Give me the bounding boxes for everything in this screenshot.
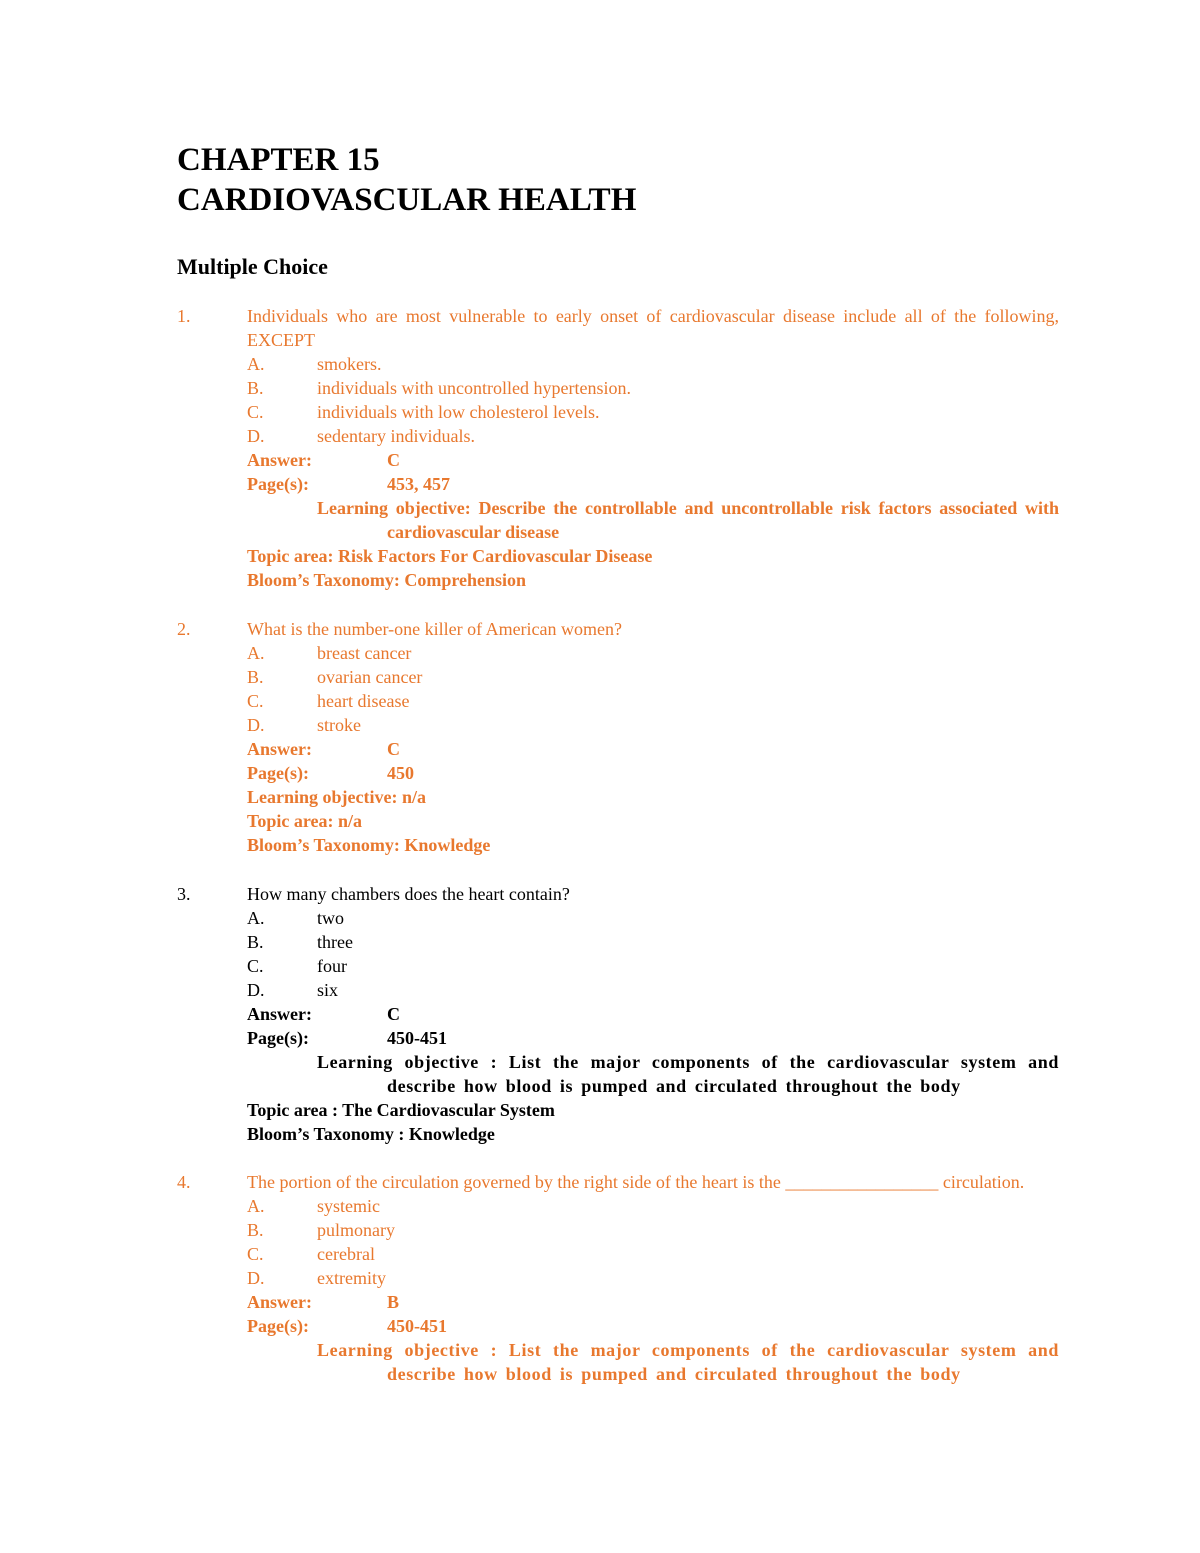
option-d: [177, 424, 1059, 448]
option-letter: A.: [247, 354, 265, 374]
question-2: [177, 617, 1059, 857]
question-3: [177, 882, 1059, 1146]
option-text: three: [317, 932, 353, 952]
question-stem-row: [177, 1170, 1059, 1194]
blooms-taxonomy: Bloom’s Taxonomy : Knowledge: [247, 1124, 495, 1144]
option-letter: A.: [247, 908, 265, 928]
option-c: [177, 1242, 1059, 1266]
answer-label: Answer:: [247, 1004, 312, 1024]
topic-area-line: [177, 544, 1059, 568]
option-text: extremity: [317, 1268, 386, 1288]
option-d: [177, 713, 1059, 737]
option-letter: C.: [247, 691, 264, 711]
topic-area-line: [177, 1098, 1059, 1122]
question-number: 1.: [177, 306, 191, 326]
answer-line: [177, 1002, 1059, 1026]
answer-line: [177, 448, 1059, 472]
question-4: [177, 1170, 1059, 1386]
question-number: 2.: [177, 619, 191, 639]
option-letter: C.: [247, 402, 264, 422]
question-1: [177, 304, 1059, 592]
topic-area: Topic area : The Cardiovascular System: [247, 1100, 555, 1120]
blooms-line: [177, 1122, 1059, 1146]
learning-objective-line: [177, 785, 1059, 809]
option-text: smokers.: [317, 354, 382, 374]
option-letter: B.: [247, 378, 264, 398]
pages-label: Page(s):: [247, 763, 309, 783]
chapter-number: CHAPTER 15: [177, 142, 380, 178]
topic-area: Topic area: n/a: [247, 811, 363, 831]
pages-value: 450-451: [387, 1028, 447, 1048]
question-number: 4.: [177, 1172, 191, 1192]
question-stem: What is the number-one killer of American women?: [247, 619, 623, 639]
question-stem: Individuals who are most vulnerable to early onset of cardiovascular disease include all of the following, EXCEPT: [247, 306, 1059, 350]
question-number: 3.: [177, 884, 191, 904]
option-c: [177, 954, 1059, 978]
option-letter: D.: [247, 980, 265, 1000]
chapter-title: [177, 140, 1077, 220]
pages-label: Page(s):: [247, 474, 309, 494]
blooms-line: [177, 833, 1059, 857]
option-text: ovarian cancer: [317, 667, 423, 687]
learning-objective-line: [177, 1338, 1059, 1386]
option-text: individuals with uncontrolled hypertension.: [317, 378, 631, 398]
option-letter: C.: [247, 1244, 264, 1264]
answer-value: B: [387, 1292, 400, 1312]
pages-label: Page(s):: [247, 1028, 309, 1048]
pages-label: Page(s):: [247, 1316, 309, 1336]
pages-line: [177, 1314, 1059, 1338]
learning-objective-line: [177, 496, 1059, 544]
option-d: [177, 978, 1059, 1002]
option-letter: C.: [247, 956, 264, 976]
pages-line: [177, 1026, 1059, 1050]
question-stem-row: [177, 304, 1059, 352]
option-text: heart disease: [317, 691, 410, 711]
chapter-name: CARDIOVASCULAR HEALTH: [177, 182, 637, 218]
option-c: [177, 689, 1059, 713]
question-stem-row: [177, 882, 1059, 906]
option-a: [177, 641, 1059, 665]
blooms-taxonomy: Bloom’s Taxonomy: Comprehension: [247, 570, 527, 590]
topic-area: Topic area: Risk Factors For Cardiovascular Disease: [247, 546, 653, 566]
question-stem-row: [177, 617, 1059, 641]
option-letter: D.: [247, 426, 265, 446]
answer-line: [177, 1290, 1059, 1314]
option-text: breast cancer: [317, 643, 412, 663]
option-text: sedentary individuals.: [317, 426, 475, 446]
pages-line: [177, 472, 1059, 496]
learning-objective: Learning objective : List the major components of the cardiovascular system and describe how blood is pumped and circulated throughout the body: [317, 1340, 1059, 1384]
option-text: systemic: [317, 1196, 380, 1216]
option-b: [177, 376, 1059, 400]
option-c: [177, 400, 1059, 424]
answer-label: Answer:: [247, 739, 312, 759]
answer-value: C: [387, 450, 400, 470]
option-text: four: [317, 956, 347, 976]
learning-objective: Learning objective: n/a: [247, 787, 426, 807]
answer-label: Answer:: [247, 1292, 312, 1312]
option-text: six: [317, 980, 339, 1000]
option-letter: A.: [247, 643, 265, 663]
pages-line: [177, 761, 1059, 785]
option-text: pulmonary: [317, 1220, 395, 1240]
option-b: [177, 665, 1059, 689]
option-d: [177, 1266, 1059, 1290]
option-text: two: [317, 908, 344, 928]
option-letter: B.: [247, 1220, 264, 1240]
pages-value: 450-451: [387, 1316, 447, 1336]
learning-objective: Learning objective: Describe the controllable and uncontrollable risk factors associated with cardiovascular disease: [317, 498, 1059, 542]
blooms-taxonomy: Bloom’s Taxonomy: Knowledge: [247, 835, 491, 855]
answer-value: C: [387, 739, 400, 759]
question-stem: How many chambers does the heart contain?: [247, 884, 570, 904]
option-letter: D.: [247, 1268, 265, 1288]
answer-line: [177, 737, 1059, 761]
option-a: [177, 906, 1059, 930]
option-b: [177, 930, 1059, 954]
option-a: [177, 1194, 1059, 1218]
option-text: cerebral: [317, 1244, 375, 1264]
blooms-line: [177, 568, 1059, 592]
option-text: stroke: [317, 715, 361, 735]
option-letter: B.: [247, 932, 264, 952]
learning-objective-line: [177, 1050, 1059, 1098]
option-a: [177, 352, 1059, 376]
pages-value: 453, 457: [387, 474, 450, 494]
option-letter: B.: [247, 667, 264, 687]
option-letter: A.: [247, 1196, 265, 1216]
option-b: [177, 1218, 1059, 1242]
option-text: individuals with low cholesterol levels.: [317, 402, 600, 422]
topic-area-line: [177, 809, 1059, 833]
option-letter: D.: [247, 715, 265, 735]
section-heading: Multiple Choice: [177, 254, 328, 279]
learning-objective: Learning objective : List the major components of the cardiovascular system and describe how blood is pumped and circulated throughout the body: [317, 1052, 1059, 1096]
question-stem: The portion of the circulation governed by the right side of the heart is the _________________ circulation.: [247, 1172, 1025, 1192]
answer-label: Answer:: [247, 450, 312, 470]
pages-value: 450: [387, 763, 414, 783]
answer-value: C: [387, 1004, 400, 1024]
